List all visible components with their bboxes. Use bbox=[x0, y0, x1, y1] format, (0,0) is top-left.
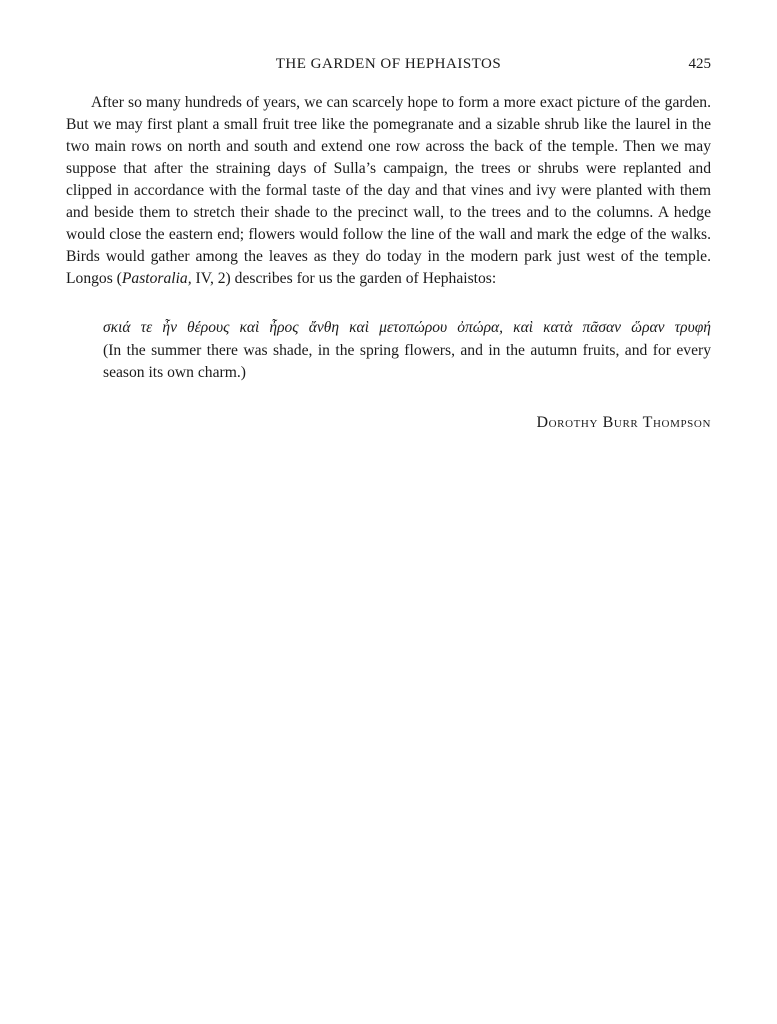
page-number: 425 bbox=[688, 56, 711, 72]
work-title-italic: Pastoralia, bbox=[121, 270, 192, 287]
quotation-block bbox=[103, 316, 711, 384]
paragraph-text-end: IV, 2) describes for us the garden of Hephaistos: bbox=[191, 270, 497, 287]
body-paragraph bbox=[66, 92, 711, 290]
paragraph-text-start: After so many hundreds of years, we can scarcely hope to form a more exact picture of the garden. But we may first plant a small fruit tree like the pomegranate and a sizable shrub like the laurel in the two main rows on north and south and extend one row across the back of the temple. Then we may suppose that after the straining days of Sulla’s campaign, the trees or shrubs were replanted and clipped in accordance with the formal taste of the day and that vines and ivy were planted with them and beside them to stretch their shade to the precinct wall, to the trees and to the columns. A hedge would close the eastern end; flowers would follow the line of the wall and mark the edge of the walks. Birds would gather among the leaves as they do today in the modern park just west of the temple. Longos ( bbox=[66, 94, 711, 287]
greek-quotation: σκιά τε ἦν θέρους καὶ ἦρος ἄνθη καὶ μετοπώρου ὀπώρα, καὶ κατὰ πᾶσαν ὥραν τρυφή bbox=[103, 319, 711, 336]
quotation-translation: (In the summer there was shade, in the spring flowers, and in the autumn fruits, and for every season its own charm.) bbox=[103, 342, 711, 381]
running-title: THE GARDEN OF HEPHAISTOS bbox=[275, 56, 502, 72]
author-signature: Dorothy Burr Thompson bbox=[536, 414, 711, 431]
running-head bbox=[66, 56, 711, 80]
